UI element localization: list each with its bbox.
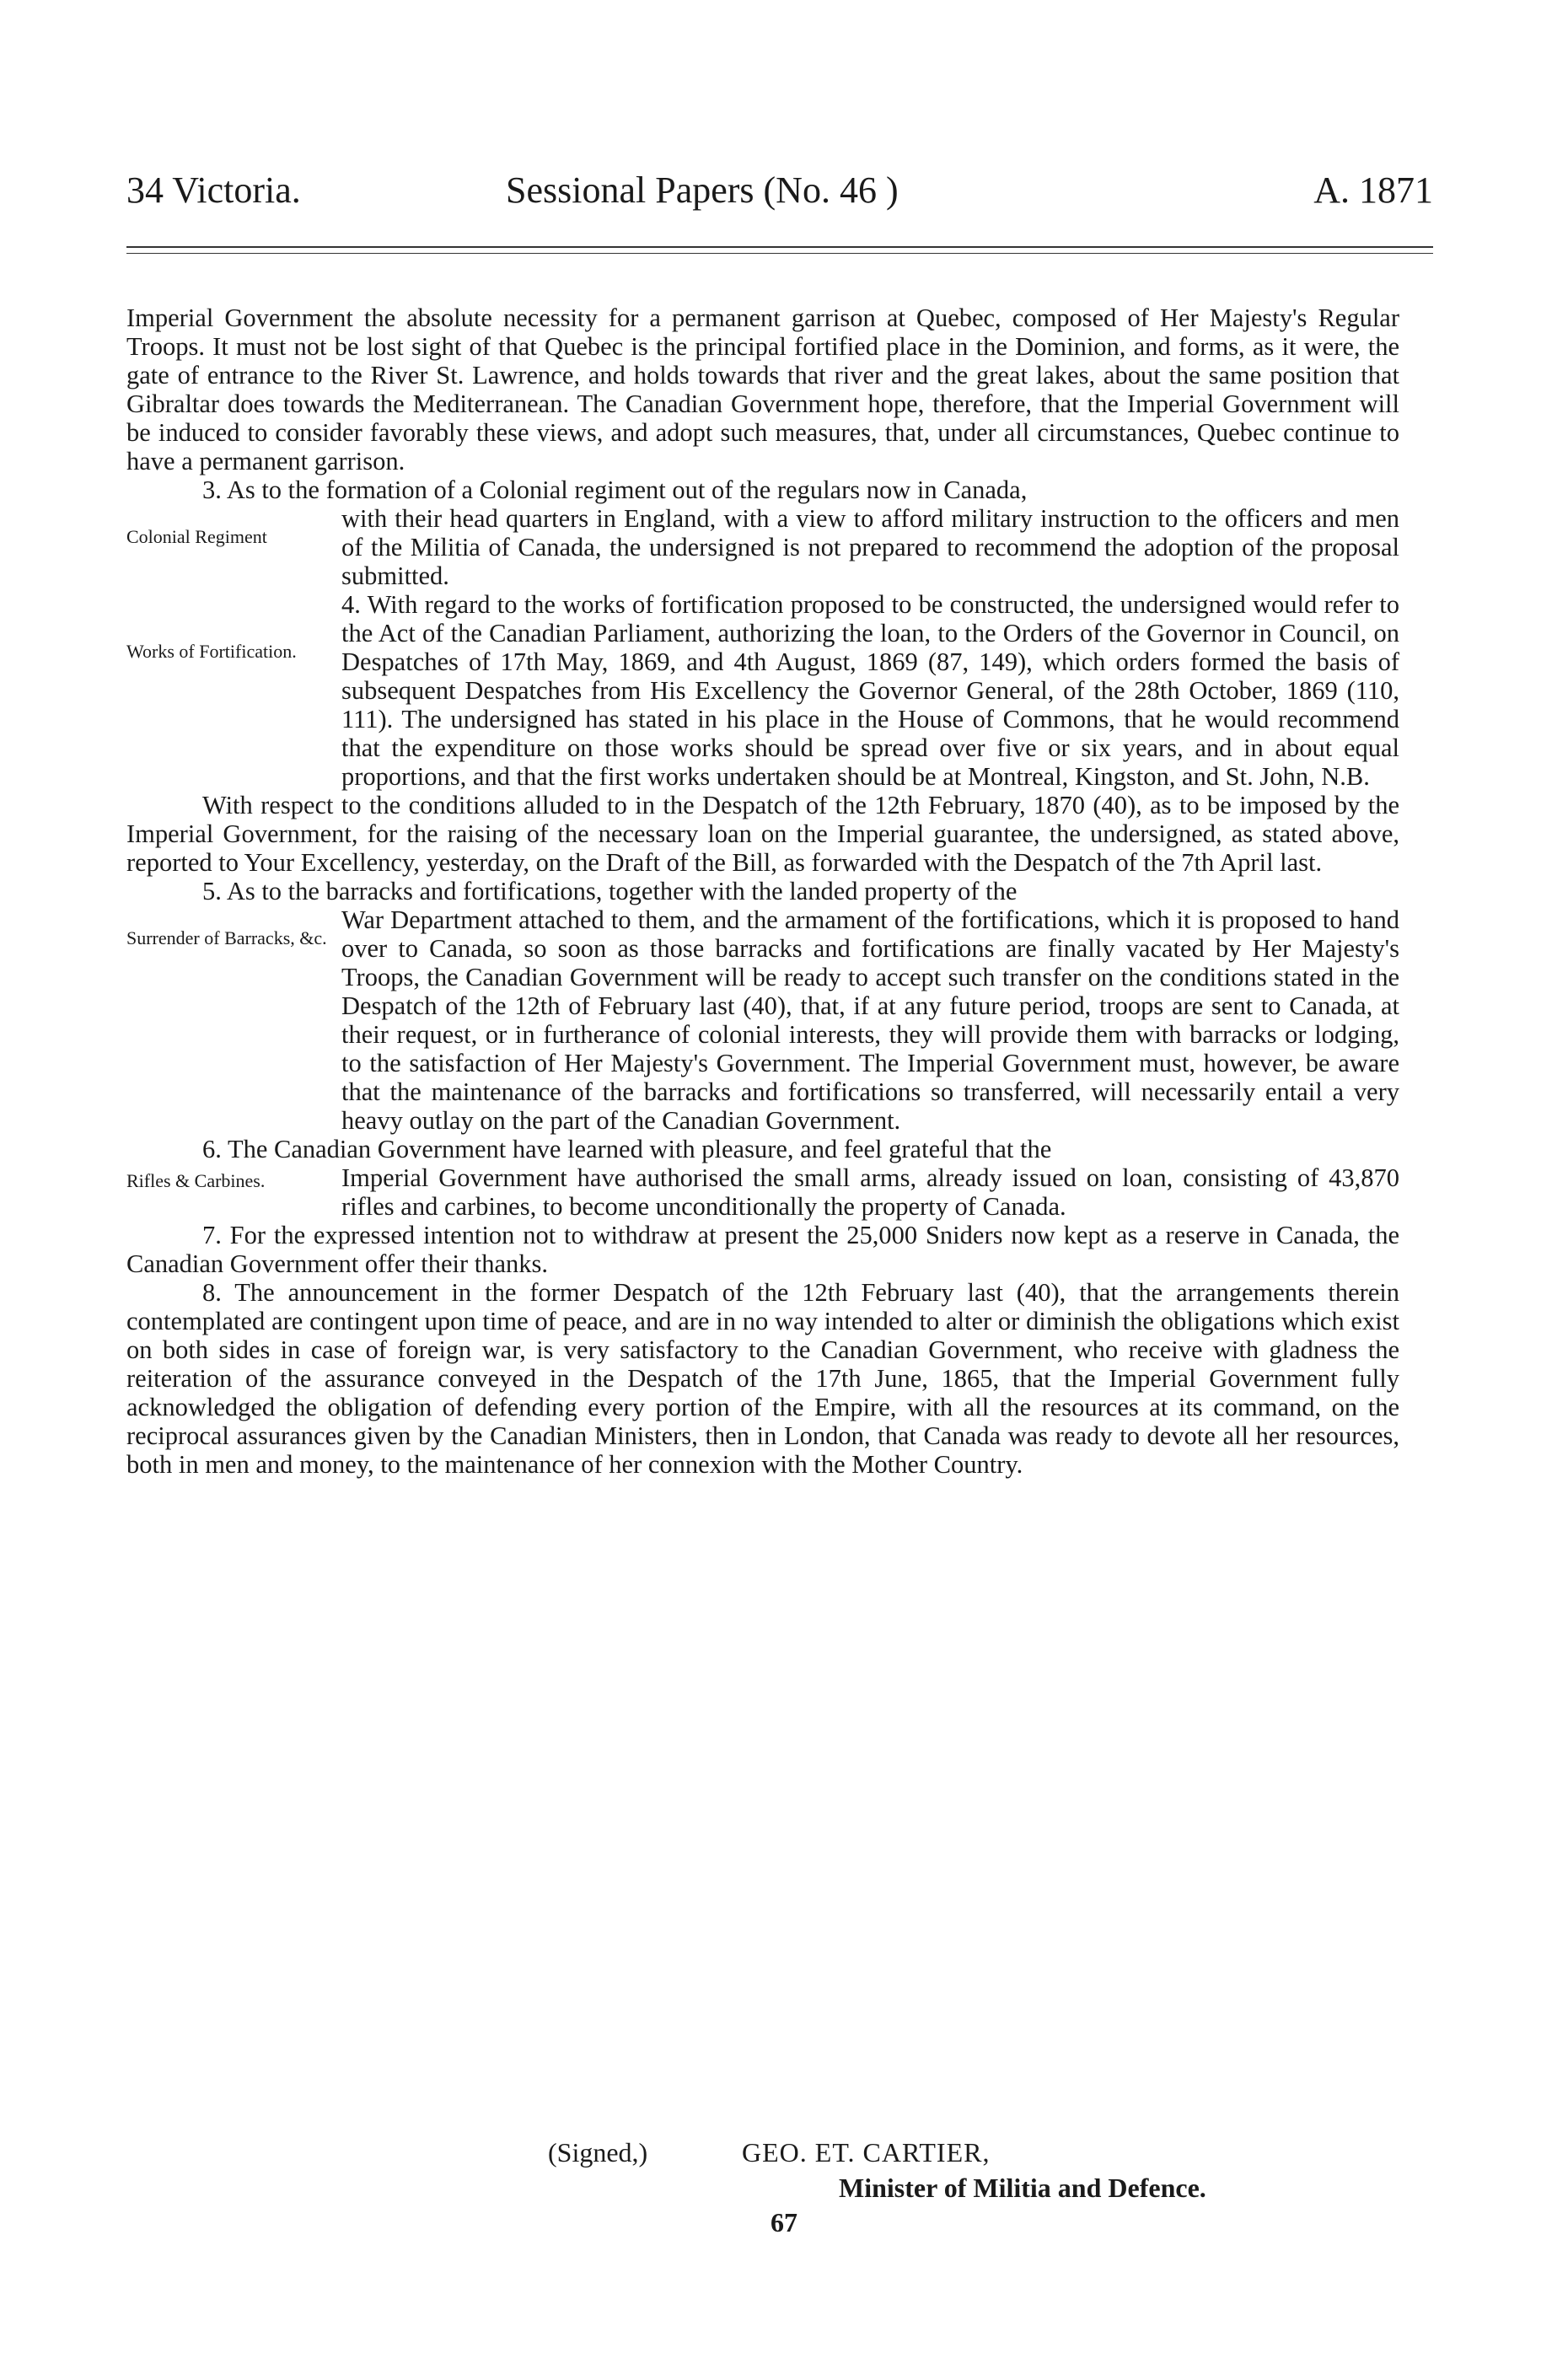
header-rule bbox=[126, 246, 1433, 248]
paragraph-intro: Imperial Government the absolute necessity for a permanent garrison at Quebec, composed of Her Majesty's Regular Troops. It must not be lost sight of that Quebec is the principal fortified place in the Dominion, and forms, as it were, the gate of entrance to the River St. Lawrence, and holds towards that river and the great lakes, about the same position that Gibraltar does towards the Mediterranean. The Canadian Government hope, therefore, that the Imperial Government will be induced to consider favorably these views, and adopt such measures, that, under all circumstances, Quebec continue to have a permanent garrison. bbox=[126, 304, 1399, 475]
header-rule-thin bbox=[126, 253, 1433, 254]
paragraph-5-body: War Department attached to them, and the armament of the fortifications, which it is proposed to hand over to Canada, so soon as those barracks and fortifications are finally vacated by Her Majesty's Troops, the Canadian Government will be ready to accept such transfer on the conditions stated in the Despatch of the 12th of February last (40), that, if at any future period, troops are sent to Canada, at their request, or in furtherance of colonial interests, they will provide them with barracks or lodging, to the satisfaction of Her Majesty's Government. The Imperial Government must, however, be aware that the maintenance of the barracks and fortifications so transferred, will necessarily entail a very heavy outlay on the part of the Canadian Government. bbox=[341, 905, 1399, 1135]
paragraph-8: 8. The announcement in the former Despatch of the 12th February last (40), that the arrangements therein contemplated are contingent upon time of peace, and are in no way intended to alter or diminish the obligations which exist on both sides in case of foreign war, is very satisfactory to the Canadian Government, who receive with gladness the reiteration of the assurance conveyed in the Despatch of the 17th June, 1865, that the Imperial Government fully acknowledged the obligation of defending every portion of the Empire, with all the resources at its command, on the reciprocal assurances given by the Canadian Ministers, then in London, that Canada was ready to devote all her resources, both in men and money, to the maintenance of her connexion with the Mother Country. bbox=[126, 1278, 1399, 1479]
header-session: 34 Victoria. bbox=[126, 169, 301, 211]
section-rifles-carbines bbox=[126, 1163, 1399, 1221]
margin-note-rifles-carbines: Rifles & Carbines. bbox=[126, 1170, 266, 1191]
paragraph-4b: With respect to the conditions alluded to in the Despatch of the 12th February, 1870 (40), as to be imposed by the Imperial Government, for the raising of the necessary loan on the Imperial guarantee, the undersigned, as stated above, reported to Your Excellency, yesterday, on the Draft of the Bill, as forwarded with the Despatch of the 7th April last. bbox=[126, 791, 1399, 877]
section-surrender-of-barracks bbox=[126, 905, 1399, 1135]
section-works-of-fortification bbox=[126, 590, 1399, 791]
signature-title: Minister of Militia and Defence. bbox=[839, 2173, 1206, 2203]
margin-note-works-of-fortification: Works of Fortification. bbox=[126, 641, 297, 662]
signature-signed-label: (Signed,) bbox=[548, 2137, 648, 2168]
header-year: A. 1871 bbox=[1313, 169, 1433, 211]
paragraph-7: 7. For the expressed intention not to withdraw at present the 25,000 Sniders now kept as a reserve in Canada, the Canadian Government offer their thanks. bbox=[126, 1221, 1399, 1278]
body-text bbox=[126, 304, 1399, 1479]
signature-name: GEO. ET. CARTIER, bbox=[742, 2137, 991, 2168]
paragraph-6-lead: 6. The Canadian Government have learned with pleasure, and feel grateful that the bbox=[202, 1135, 1052, 1163]
page-number: 67 bbox=[771, 2207, 797, 2237]
paragraph-3-lead: 3. As to the formation of a Colonial regiment out of the regulars now in Canada, bbox=[202, 475, 1028, 504]
margin-note-surrender-of-barracks: Surrender of Barracks, &c. bbox=[126, 927, 327, 948]
header-title: Sessional Papers (No. 46 ) bbox=[506, 169, 899, 211]
paragraph-6-body: Imperial Government have authorised the small arms, already issued on loan, consisting of 43,870 rifles and carbines, to become unconditionally the property of Canada. bbox=[341, 1163, 1399, 1221]
section-colonial-regiment bbox=[126, 504, 1399, 590]
paragraph-5-lead: 5. As to the barracks and fortifications, together with the landed property of the bbox=[202, 877, 1018, 905]
margin-note-colonial-regiment: Colonial Regiment bbox=[126, 526, 267, 547]
paragraph-4: 4. With regard to the works of fortification proposed to be constructed, the undersigned would refer to the Act of the Canadian Parliament, authorizing the loan, to the Orders of the Governor in Council, on Despatches of 17th May, 1869, and 4th August, 1869 (87, 149), which orders formed the basis of subsequent Despatches from His Excellency the Governor General, of the 28th October, 1869 (110, 111). The undersigned has stated in his place in the House of Commons, that he would recommend that the expenditure on those works should be spread over five or six years, and in about equal proportions, and that the first works undertaken should be at Montreal, Kingston, and St. John, N.B. bbox=[341, 590, 1399, 791]
page-header bbox=[126, 169, 1433, 228]
paragraph-3-body: with their head quarters in England, with a view to afford military instruction to the officers and men of the Militia of Canada, the undersigned is not prepared to recommend the adoption of the proposal submitted. bbox=[341, 504, 1399, 590]
